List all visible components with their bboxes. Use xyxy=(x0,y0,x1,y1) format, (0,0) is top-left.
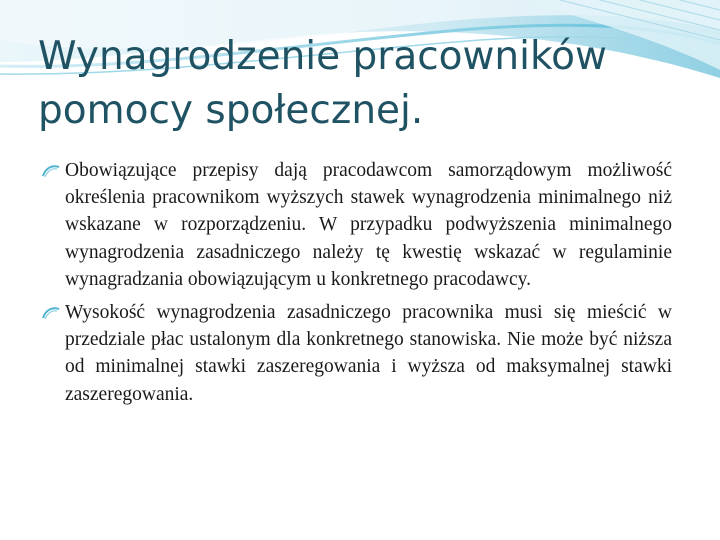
bullet-text: Wysokość wynagrodzenia zasadniczego pracownika musi się mieścić w przedziale płac ustalonym dla konkretnego stanowiska. Nie może być niższa od minimalnej stawki zaszeregowania i wyższa od maksymalnej stawki zaszeregowania. xyxy=(65,302,672,405)
slide-title: Wynagrodzenie pracowników pomocy społecznej. xyxy=(38,34,607,133)
curved-bullet-icon xyxy=(42,164,60,178)
bullet-item xyxy=(42,157,672,293)
bullet-list xyxy=(42,157,672,414)
curved-bullet-icon xyxy=(42,306,60,320)
bullet-text: Obowiązujące przepisy dają pracodawcom samorządowym możliwość określenia pracownikom wyższych stawek wynagrodzenia minimalnego niż wskazane w rozporządzeniu. W przypadku podwyższenia minimalnego wynagrodzenia zasadniczego należy tę kwestię wskazać w regulaminie wynagradzania obowiązującym u konkretnego pracodawcy. xyxy=(65,160,672,290)
bullet-item xyxy=(42,299,672,408)
